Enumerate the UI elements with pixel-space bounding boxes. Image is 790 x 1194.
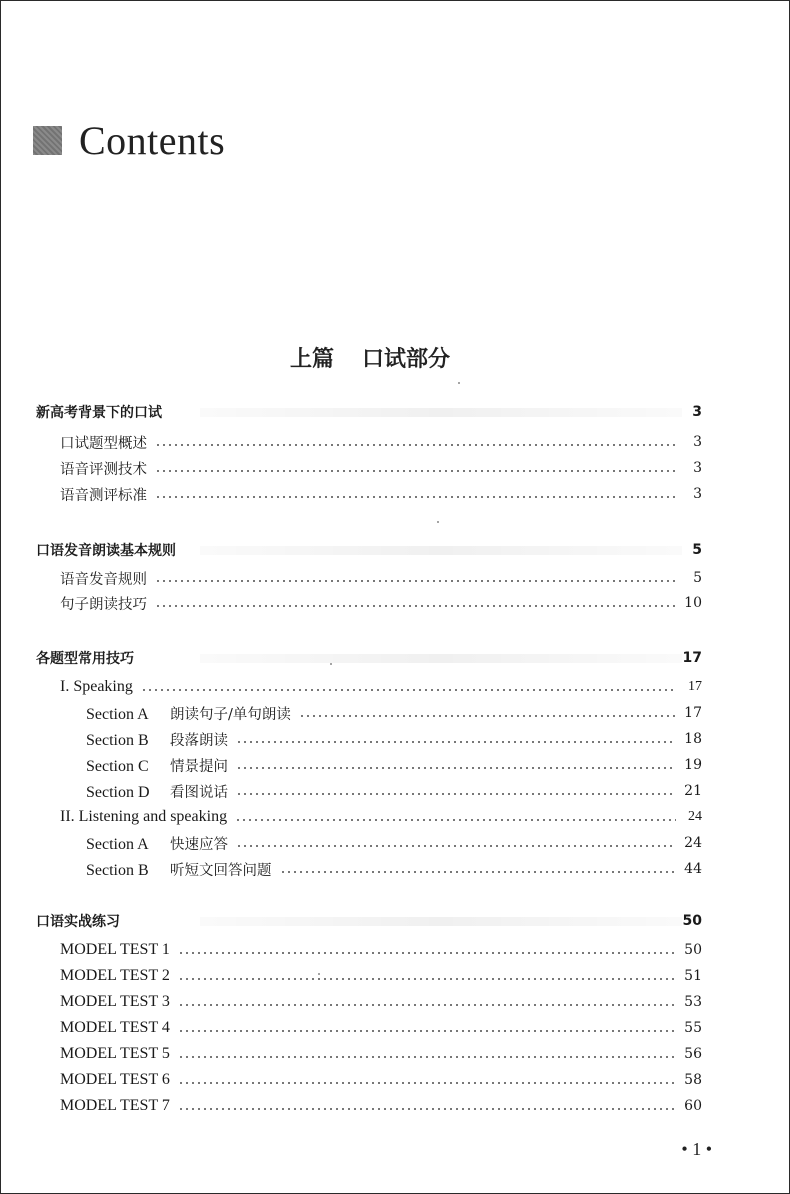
- section-title: 口语发音朗读基本规则: [36, 543, 176, 559]
- toc-item-text: 情景提问: [170, 758, 228, 775]
- toc-item-text: 听短文回答问题: [170, 862, 272, 879]
- toc-item-label: 句子朗读技巧: [60, 596, 147, 613]
- toc-item[interactable]: [0, 856, 790, 882]
- toc-item[interactable]: [0, 989, 790, 1015]
- leader-dots: [178, 1108, 676, 1110]
- toc-item[interactable]: [0, 455, 790, 481]
- section-tag: Section C: [86, 757, 149, 775]
- toc-item-label: MODEL TEST 5: [60, 1045, 170, 1062]
- toc-item-page: 51: [684, 968, 702, 984]
- leader-dots: [299, 715, 676, 717]
- print-speck: [330, 663, 332, 665]
- toc-item-page: 18: [684, 731, 702, 747]
- toc-item[interactable]: [0, 700, 790, 726]
- print-speck: [318, 973, 320, 975]
- toc-item-page: 55: [684, 1020, 702, 1036]
- leader-dots: [155, 605, 676, 607]
- toc-item[interactable]: [0, 565, 790, 591]
- toc-item-label: MODEL TEST 1: [60, 941, 170, 958]
- toc-item-page: 50: [684, 942, 702, 958]
- section-page: 5: [692, 542, 702, 558]
- toc-section-2[interactable]: [0, 537, 790, 563]
- heading-square-icon: [33, 126, 62, 155]
- toc-item[interactable]: [0, 1093, 790, 1119]
- leader-dots: [155, 444, 676, 446]
- toc-item-label: MODEL TEST 3: [60, 993, 170, 1010]
- toc-item-label: [86, 703, 291, 724]
- toc-item-label: [86, 781, 228, 802]
- toc-item-text: 看图说话: [170, 784, 228, 801]
- section-page: 3: [692, 404, 702, 420]
- toc-item[interactable]: [0, 804, 790, 830]
- leader-dots: [155, 496, 676, 498]
- leader-dots: [155, 470, 676, 472]
- toc-item[interactable]: [0, 674, 790, 700]
- leader-dots: [280, 871, 677, 873]
- leader-dots: [236, 767, 676, 769]
- leader-dots: [178, 952, 676, 954]
- toc-item-page: 56: [684, 1046, 702, 1062]
- toc-item-page: 19: [684, 757, 702, 773]
- section-title: 口语实战练习: [36, 914, 120, 930]
- toc-item[interactable]: [0, 1041, 790, 1067]
- toc-item-text: 段落朗读: [170, 732, 228, 749]
- leader-dots: [236, 741, 676, 743]
- toc-item-page: 17: [684, 705, 702, 721]
- toc-item[interactable]: [0, 1015, 790, 1041]
- part-title-right: 口试部分: [362, 347, 451, 372]
- part-title: [0, 342, 740, 373]
- toc-item-page: 3: [693, 486, 702, 502]
- toc-section-3[interactable]: [0, 645, 790, 671]
- section-tag: Section A: [86, 705, 149, 723]
- toc-item-page: 24: [688, 809, 702, 824]
- toc-item-page: 60: [684, 1098, 702, 1114]
- leader-dots: [178, 1056, 676, 1058]
- toc-item-label: MODEL TEST 4: [60, 1019, 170, 1036]
- toc-item[interactable]: [0, 726, 790, 752]
- section-tag: Section B: [86, 731, 149, 749]
- leader-dots: [178, 978, 676, 980]
- toc-item-label: I. Speaking: [60, 678, 133, 695]
- toc-item-label: [86, 729, 228, 750]
- section-tag: Section B: [86, 861, 149, 879]
- part-title-left: 上篇: [289, 347, 334, 372]
- toc-item-label: [86, 859, 272, 880]
- toc-item-label: [86, 833, 228, 854]
- toc-item[interactable]: [0, 1067, 790, 1093]
- toc-item[interactable]: [0, 963, 790, 989]
- toc-item-page: 21: [684, 783, 702, 799]
- toc-section-1[interactable]: [0, 399, 790, 425]
- toc-item-page: 58: [684, 1072, 702, 1088]
- toc-item-page: 44: [684, 861, 702, 877]
- toc-item-label: 语音测评标准: [60, 487, 147, 504]
- toc-item-label: [86, 755, 228, 776]
- section-tag: Section D: [86, 783, 150, 801]
- toc-item[interactable]: [0, 778, 790, 804]
- toc-item[interactable]: [0, 830, 790, 856]
- toc-item[interactable]: [0, 590, 790, 616]
- toc-item-label: 口试题型概述: [60, 435, 147, 452]
- contents-heading: [33, 112, 225, 168]
- leader-dots: [235, 819, 676, 821]
- toc-item-label: MODEL TEST 7: [60, 1097, 170, 1114]
- toc-item-label: II. Listening and speaking: [60, 808, 228, 825]
- toc-item-text: 快速应答: [170, 836, 228, 853]
- section-page: 50: [682, 913, 702, 929]
- contents-title: Contents: [79, 117, 226, 163]
- page-number: • 1 •: [681, 1139, 712, 1159]
- toc-item-page: 24: [684, 835, 702, 851]
- toc-section-4[interactable]: [0, 908, 790, 934]
- toc-item-label: MODEL TEST 6: [60, 1071, 170, 1088]
- toc-item-label: 语音发音规则: [60, 571, 147, 588]
- toc-item[interactable]: [0, 429, 790, 455]
- toc-item-page: 3: [693, 434, 702, 450]
- section-tag: Section A: [86, 835, 149, 853]
- leader-dots: [236, 845, 676, 847]
- print-speck: [437, 521, 439, 523]
- section-title: 各题型常用技巧: [36, 651, 134, 667]
- leader-dots: [155, 580, 676, 582]
- toc-item-page: 3: [693, 460, 702, 476]
- section-page: 17: [682, 650, 702, 666]
- leader-dots: [178, 1004, 676, 1006]
- leader-dots: [178, 1030, 676, 1032]
- toc-item-page: 5: [693, 570, 702, 586]
- leader-dots: [178, 1082, 676, 1084]
- leader-dots: [236, 793, 676, 795]
- print-speck: [458, 382, 460, 384]
- toc-item-page: 17: [688, 679, 702, 694]
- toc-item-label: MODEL TEST 2: [60, 967, 170, 984]
- toc-item-page: 53: [684, 994, 702, 1010]
- toc-item-text: 朗读句子/单句朗读: [170, 706, 291, 723]
- toc-item[interactable]: [0, 937, 790, 963]
- toc-item-label: 语音评测技术: [60, 461, 147, 478]
- section-title: 新高考背景下的口试: [36, 405, 162, 421]
- toc-item[interactable]: [0, 481, 790, 507]
- leader-dots: [141, 689, 676, 691]
- toc-item-page: 10: [684, 595, 702, 611]
- toc-item[interactable]: [0, 752, 790, 778]
